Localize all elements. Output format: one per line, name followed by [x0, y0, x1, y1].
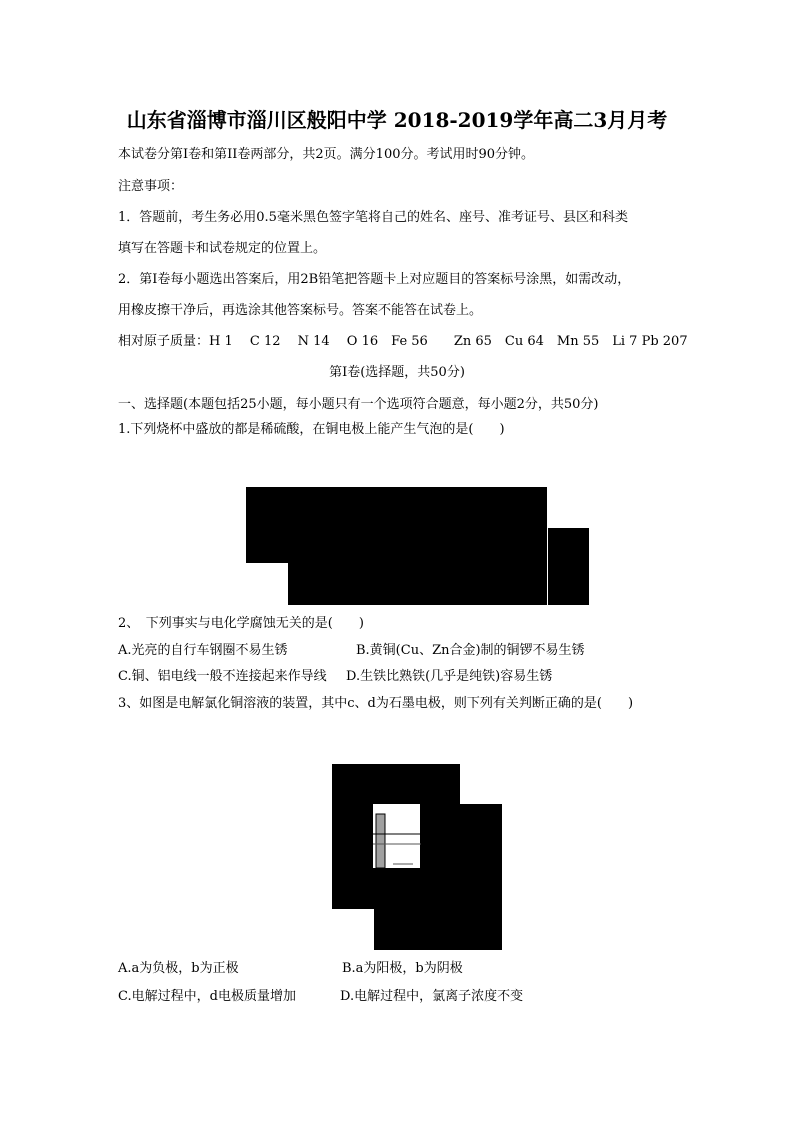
- electrolysis-cell-detail: [373, 804, 421, 868]
- question-3-option-d: D.电解过程中，氯离子浓度不变: [340, 989, 524, 1004]
- question-2-option-b: B.黄铜(Cu、Zn合金)制的铜锣不易生锈: [356, 643, 585, 658]
- notice-item-1-line-1: 1．答题前，考生务必用0.5毫米黑色签字笔将自己的姓名、座号、准考证号、县区和科类: [118, 210, 628, 225]
- question-1: 1.下列烧杯中盛放的都是稀硫酸，在铜电极上能产生气泡的是( ): [118, 422, 505, 437]
- question-3: 3、如图是电解氯化铜溶液的装置，其中c、d为石墨电极，则下列有关判断正确的是( ): [118, 696, 634, 711]
- notice-item-1-line-2: 填写在答题卡和试卷规定的位置上。: [118, 241, 327, 256]
- question-2: 2、 下列事实与电化学腐蚀无关的是( ): [118, 616, 364, 631]
- question-2-option-c: C.铜、铝电线一般不连接起来作导线: [118, 669, 327, 684]
- question-3-option-c: C.电解过程中，d电极质量增加: [118, 989, 296, 1004]
- question-3-option-b: B.a为阳极，b为阴极: [342, 961, 463, 976]
- question-2-option-d: D.生铁比熟铁(几乎是纯铁)容易生锈: [346, 669, 553, 684]
- question-3-option-a: A.a为负极，b为正极: [118, 961, 239, 976]
- intro-text: 本试卷分第I卷和第II卷两部分，共2页。满分100分。考试用时90分钟。: [118, 147, 535, 162]
- part-heading: 一、选择题(本题包括25小题，每小题只有一个选项符合题意，每小题2分，共50分): [118, 397, 599, 412]
- notice-item-2-line-1: 2．第I卷每小题选出答案后，用2B铅笔把答题卡上对应题目的答案标号涂黑，如需改动，: [118, 272, 631, 287]
- page-title: 山东省淄博市淄川区般阳中学 2018-2019学年高二3月月考: [126, 108, 668, 132]
- notice-item-2-line-2: 用橡皮擦干净后，再选涂其他答案标号。答案不能答在试卷上。: [118, 303, 483, 318]
- atomic-mass-line: 相对原子质量：H 1 C 12 N 14 O 16 Fe 56 Zn 65 Cu 64 Mn 55 Li 7 Pb 207: [118, 334, 688, 349]
- question-2-option-a: A.光亮的自行车钢圈不易生锈: [118, 643, 288, 658]
- graphite-electrode: [376, 814, 385, 868]
- section-title: 第I卷(选择题，共50分): [329, 365, 465, 380]
- notice-heading: 注意事项：: [118, 179, 184, 194]
